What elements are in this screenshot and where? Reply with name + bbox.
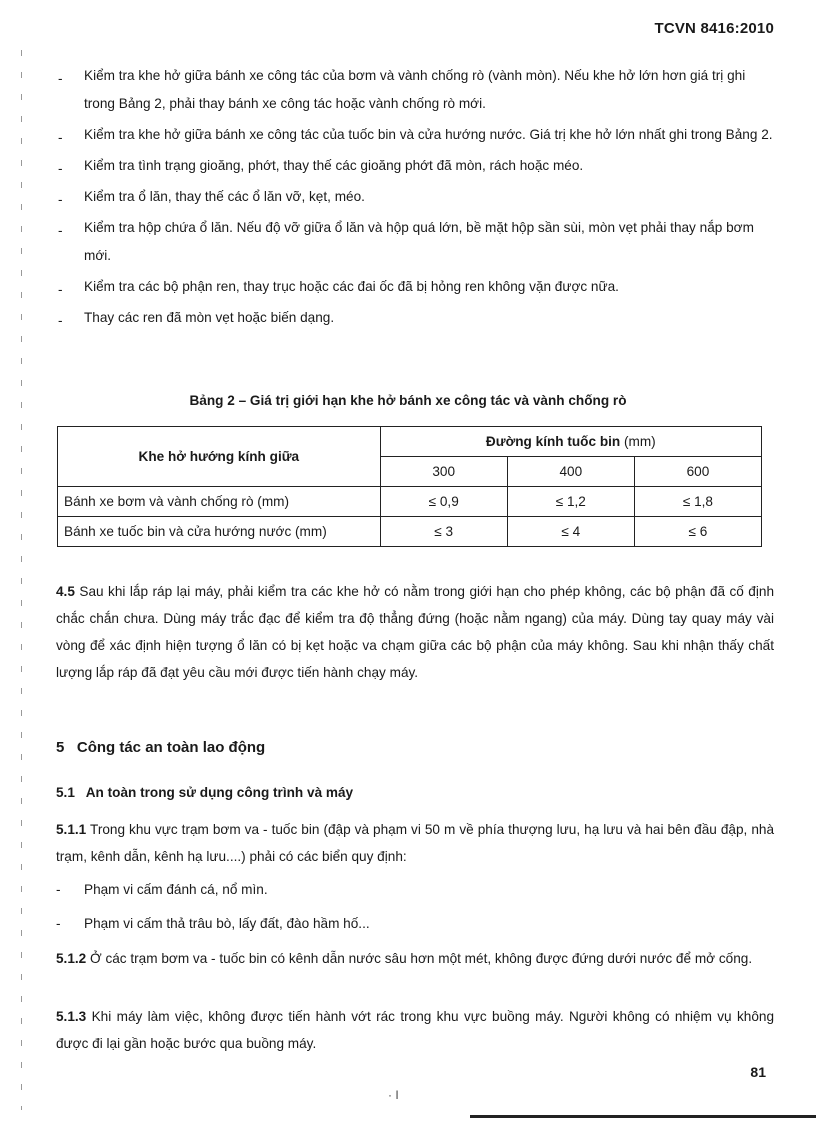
section-number: 5 bbox=[56, 739, 65, 756]
inspection-checklist bbox=[56, 62, 776, 335]
table-cell: ≤ 0,9 bbox=[380, 487, 507, 517]
paragraph-5-1-1 bbox=[56, 816, 774, 870]
diameter-300: 300 bbox=[380, 457, 507, 487]
list-item: - Kiểm tra khe hở giữa bánh xe công tác của bơm và vành chống rò (vành mòn). Nếu khe hở lớn hơn giá trị ghi trong Bảng 2, phải thay bánh xe công tác hoặc vành chống rò mới. bbox=[56, 62, 776, 118]
list-item: - Kiểm tra khe hở giữa bánh xe công tác của tuốc bin và cửa hướng nước. Giá trị khe hở lớn nhất ghi trong Bảng 2. bbox=[56, 121, 776, 149]
list-item-text: Phạm vi cấm đánh cá, nổ mìn. bbox=[84, 882, 268, 897]
diameter-600: 600 bbox=[634, 457, 761, 487]
paragraph-4-5 bbox=[56, 578, 774, 686]
scan-edge-artifact bbox=[21, 50, 22, 1110]
table-cell: ≤ 1,2 bbox=[507, 487, 634, 517]
paragraph-5-1-2 bbox=[56, 945, 774, 972]
clause-number: 5.1.1 bbox=[56, 822, 87, 837]
page-number: 81 bbox=[750, 1064, 766, 1080]
table-cell: ≤ 3 bbox=[380, 517, 507, 547]
list-item: - Phạm vi cấm thả trâu bò, lấy đất, đào hầm hố... bbox=[56, 916, 370, 931]
subsection-number: 5.1 bbox=[56, 785, 75, 800]
section-heading-5 bbox=[56, 739, 265, 756]
list-item: - Kiểm tra ổ lăn, thay thế các ổ lăn vỡ, kẹt, méo. bbox=[56, 183, 776, 211]
bottom-rule bbox=[470, 1115, 816, 1118]
diameter-group-header bbox=[380, 427, 761, 457]
section-title: Công tác an toàn lao động bbox=[76, 739, 266, 756]
list-item: - Thay các ren đã mòn vẹt hoặc biến dạng. bbox=[56, 304, 776, 332]
diameter-header-label: Đường kính tuốc bin bbox=[485, 434, 621, 449]
subsection-title: An toàn trong sử dụng công trình và máy bbox=[85, 785, 354, 800]
paragraph-text: Sau khi lắp ráp lại máy, phải kiểm tra các khe hở có nằm trong giới hạn cho phép không, các bộ phận đã cố định chắc chắn chưa. Dùng máy trắc đạc để kiểm tra độ thẳng đứng (hoặc nằm ngang) của máy. Dùng tay quay máy vài vòng để xác định hiện tượng ổ lăn có bị kẹt hoặc va chạm giữa các bộ phận của máy không. Sau khi nhận thấy chất lượng lắp ráp đã đạt yêu cầu mới được tiến hành chạy máy. bbox=[56, 584, 775, 680]
table-row bbox=[58, 487, 762, 517]
diameter-400: 400 bbox=[507, 457, 634, 487]
row-label: Bánh xe tuốc bin và cửa hướng nước (mm) bbox=[58, 517, 381, 547]
table-header-row bbox=[58, 427, 762, 457]
paragraph-text: Ở các trạm bơm va - tuốc bin có kênh dẫn nước sâu hơn một mét, không được đứng dưới nước để mở cống. bbox=[90, 951, 753, 966]
row-label: Bánh xe bơm và vành chống rò (mm) bbox=[58, 487, 381, 517]
footer-mark: · I bbox=[388, 1088, 399, 1102]
paragraph-text: Trong khu vực trạm bơm va - tuốc bin (đập và phạm vi 50 m về phía thượng lưu, hạ lưu và hai bên đầu đập, nhà trạm, kênh dẫn, kênh hạ lưu....) phải có các biển quy định: bbox=[56, 822, 775, 864]
paragraph-5-1-3 bbox=[56, 1003, 774, 1057]
list-item: - Kiểm tra tình trạng gioăng, phớt, thay thế các gioăng phớt đã mòn, rách hoặc méo. bbox=[56, 152, 776, 180]
list-item: - Kiểm tra các bộ phận ren, thay trục hoặc các đai ốc đã bị hỏng ren không vặn được nữa. bbox=[56, 273, 776, 301]
document-code: TCVN 8416:2010 bbox=[654, 20, 774, 37]
list-item: - Kiểm tra hộp chứa ổ lăn. Nếu độ vỡ giữa ổ lăn và hộp quá lớn, bề mặt hộp sần sùi, mòn vẹt phải thay nắp bơm mới. bbox=[56, 214, 776, 270]
clause-number: 5.1.2 bbox=[56, 951, 87, 966]
table-caption: Bảng 2 – Giá trị giới hạn khe hở bánh xe công tác và vành chống rò bbox=[189, 393, 627, 408]
paragraph-text: Khi máy làm việc, không được tiến hành vớt rác trong khu vực buồng máy. Người không có nhiệm vụ không được đi lại gần hoặc bước qua buồng máy. bbox=[56, 1009, 775, 1051]
table-cell: ≤ 1,8 bbox=[634, 487, 761, 517]
table-cell: ≤ 6 bbox=[634, 517, 761, 547]
clause-number: 4.5 bbox=[56, 584, 75, 599]
table-row bbox=[58, 517, 762, 547]
diameter-header-unit: (mm) bbox=[624, 434, 656, 449]
row-header-cell: Khe hở hướng kính giữa bbox=[58, 427, 381, 487]
clause-number: 5.1.3 bbox=[56, 1009, 87, 1024]
subsection-heading-5-1 bbox=[56, 785, 353, 800]
table-cell: ≤ 4 bbox=[507, 517, 634, 547]
clearance-limits-table bbox=[57, 426, 762, 547]
list-item-text: Phạm vi cấm thả trâu bò, lấy đất, đào hầm hố... bbox=[84, 916, 370, 931]
list-item: - Phạm vi cấm đánh cá, nổ mìn. bbox=[56, 882, 268, 897]
